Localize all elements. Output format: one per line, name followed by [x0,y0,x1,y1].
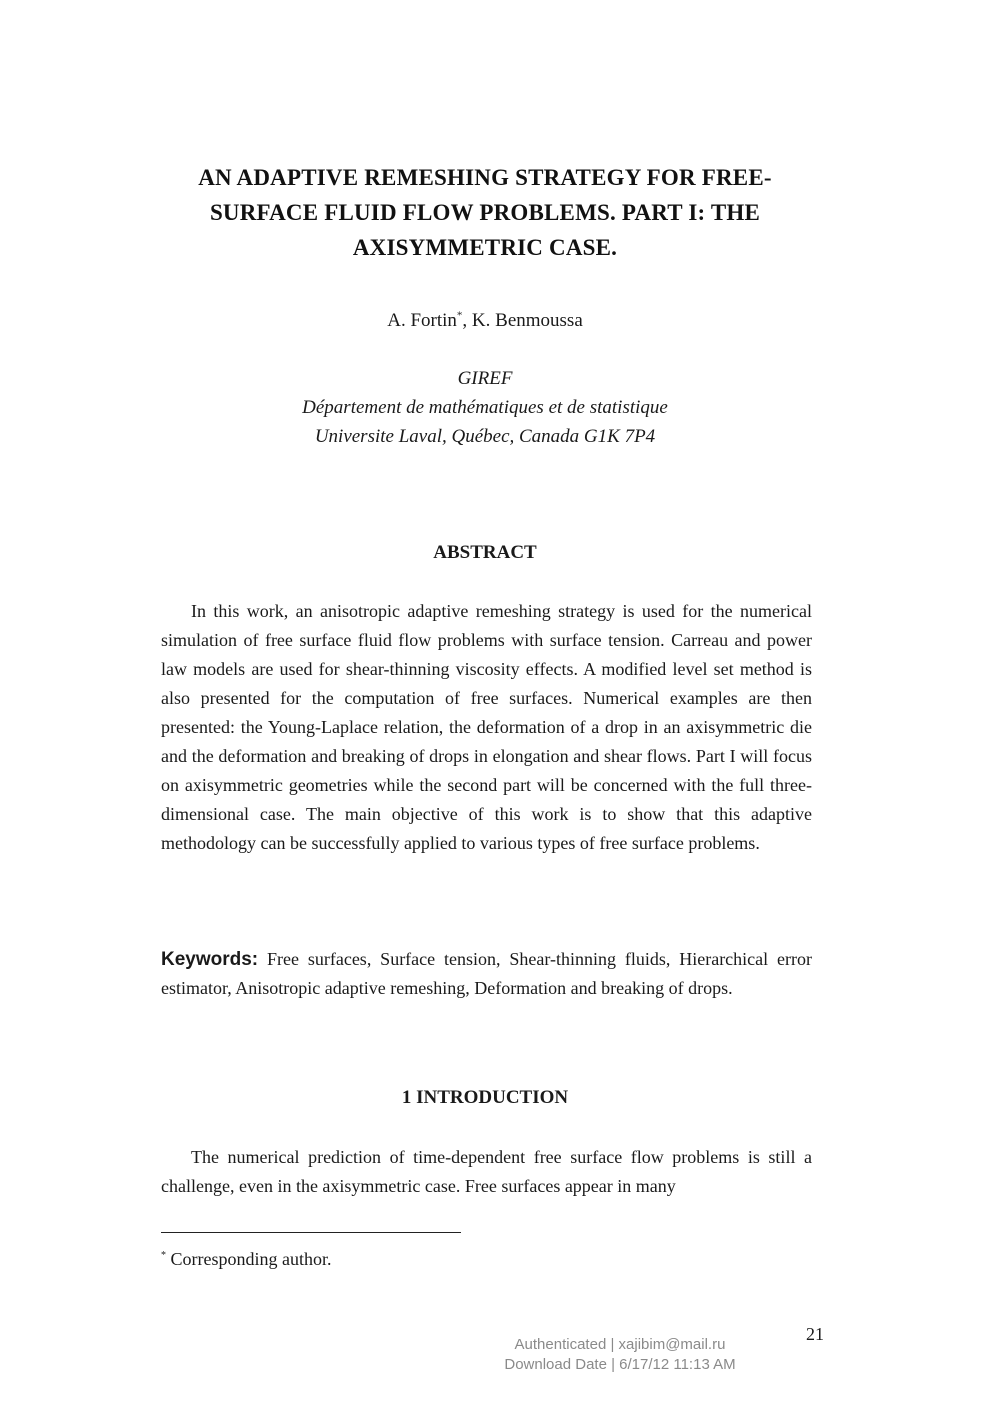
footnote-divider [161,1232,461,1233]
footnote-text: Corresponding author. [166,1249,332,1269]
author-fortin: A. Fortin [387,310,457,331]
author-benmoussa: K. Benmoussa [471,310,583,331]
paper-title [150,160,820,265]
abstract-heading: ABSTRACT [433,542,537,563]
keywords-label: Keywords: [161,949,259,970]
title-line-1: AN ADAPTIVE REMESHING STRATEGY FOR FREE- [198,165,772,190]
keywords-list: Free surfaces, Surface tension, Shear-thinning fluids, Hierarchical error estimator, Anisotropic adaptive remeshing, Deformation and breaking of drops. [161,949,812,998]
watermark-authenticated: Authenticated | xajibim@mail.ru [514,1336,726,1353]
watermark-download-date: Download Date | 6/17/12 11:13 AM [504,1356,736,1373]
abstract-text: In this work, an anisotropic adaptive remeshing strategy is used for the numerical simulation of free surface fluid flow problems with surface tension. Carreau and power law models are used for shear-thinning viscosity effects. A modified level set method is also presented for the computation of free surfaces. Numerical examples are then presented: the Young-Laplace relation, the deformation of a drop in an axisymmetric die and the deformation and breaking of drops in elongation and shear flows. Part I will focus on axisymmetric geometries while the second part will be concerned with the full three-dimensional case. The main objective of this work is to show that this adaptive methodology can be successfully applied to various types of free surface problems. [161,601,812,853]
author-separator: , [462,310,472,331]
footnote [161,1247,661,1271]
footnote-mark: * [161,1250,166,1261]
keywords [161,945,812,1003]
introduction-text: The numerical prediction of time-dependent free surface flow problems is still a challenge, even in the axisymmetric case. Free surfaces appear in many [161,1147,812,1196]
affiliation-department: Département de mathématiques et de statistique [302,397,668,418]
introduction-heading: 1 INTRODUCTION [401,1087,569,1108]
title-line-3: AXISYMMETRIC CASE. [352,235,618,260]
title-line-2: SURFACE FLUID FLOW PROBLEMS. PART I: THE [209,200,761,225]
download-watermark [470,1335,770,1375]
affiliation-address: Universite Laval, Québec, Canada G1K 7P4 [314,426,656,447]
corresponding-author-mark: * [456,309,463,322]
affiliation [150,364,820,451]
affiliation-group: GIREF [457,368,513,389]
page-number: 21 [806,1324,824,1344]
author-list [150,309,820,333]
